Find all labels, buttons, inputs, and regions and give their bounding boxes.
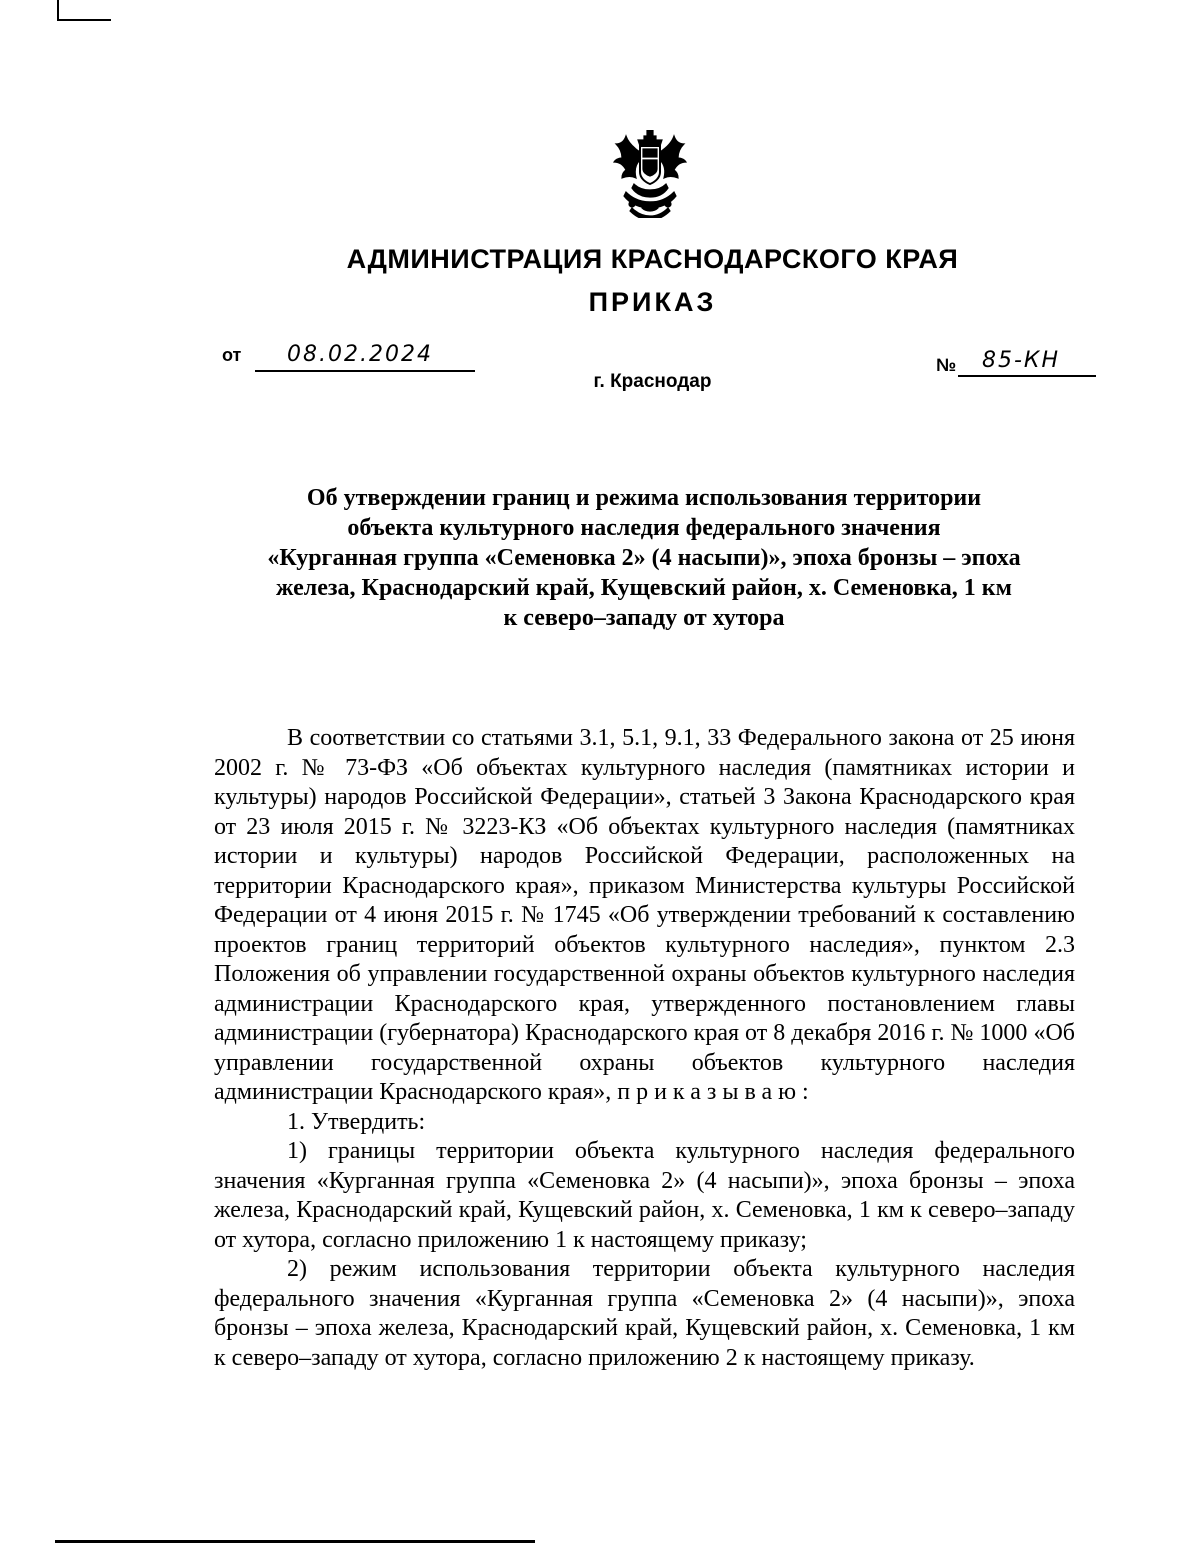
item-1: 1. Утвердить: [287, 1108, 426, 1135]
document-number: 85-КН [982, 348, 1061, 373]
title-line: к северо–западу от хутора [503, 605, 785, 631]
organization-name: АДМИНИСТРАЦИЯ КРАСНОДАРСКОГО КРАЯ [346, 244, 959, 274]
document-date: 08.02.2024 [287, 342, 433, 367]
title-line: железа, Краснодарский край, Кущевский район, х. Семеновка, 1 км [276, 575, 1012, 601]
coat-of-arms-icon [612, 130, 688, 218]
city: г. Краснодар [593, 371, 712, 392]
title-line: Об утверждении границ и режима использования территории [306, 485, 982, 511]
title-line: объекта культурного наследия федерального значения [347, 515, 941, 541]
preamble-text: В соответствии со статьями 3.1, 5.1, 9.1, 33 Федерального закона от 25 июня 2002 г. № 73-ФЗ «Об объектах культурного наследия (памятниках истории и культуры) народов Российской Федерации», статьей 3 Закона Краснодарского края от 23 июля 2015 г. № 3223-КЗ «Об объектах культурного наследия (памятниках истории и культуры) народов Российской Федерации, расположенных на территории Краснодарского края», приказом Министерства культуры Российской Федерации от 4 июня 2015 г. № 1745 «Об утверждении требований к составлению проектов границ территорий объектов культурного наследия», пунктом 2.3 Положения об управлении государственной охраны объектов культурного наследия администрации Краснодарского края, утвержденного постановлением главы администрации (губернатора) Краснодарского края от 8 декабря 2016 г. № 1000 «Об управлении государственной охраны объектов культурного наследия администрации Краснодарского края», [214, 725, 1075, 1105]
number-prefix: № [936, 355, 957, 375]
preamble-paragraph [214, 724, 1075, 1108]
document-title [214, 483, 1074, 633]
subitem-2: 2) режим использования территории объекта культурного наследия федерального значения «Курганная группа «Семеновка 2» (4 насыпи)», эпоха бронзы – эпоха железа, Краснодарский край, Кущевский район, х. Семеновка, 1 км к северо–западу от хутора, согласно приложению 2 к настоящему приказу. [214, 1256, 1075, 1371]
title-line: «Курганная группа «Семеновка 2» (4 насыпи)», эпоха бронзы – эпоха [267, 545, 1021, 571]
date-prefix: от [222, 345, 242, 365]
bottom-rule [55, 1540, 535, 1543]
subitem-1: 1) границы территории объекта культурного наследия федерального значения «Курганная группа «Семеновка 2» (4 насыпи)», эпоха бронзы – эпоха железа, Краснодарский край, Кущевский район, х. Семеновка, 1 км к северо–западу от хутора, согласно приложению 1 к настоящему приказу; [214, 1138, 1075, 1253]
document-type: ПРИКАЗ [588, 287, 717, 317]
order-word: приказываю: [617, 1079, 815, 1105]
document-body [214, 724, 1075, 1373]
scan-edge-mark [57, 0, 111, 21]
